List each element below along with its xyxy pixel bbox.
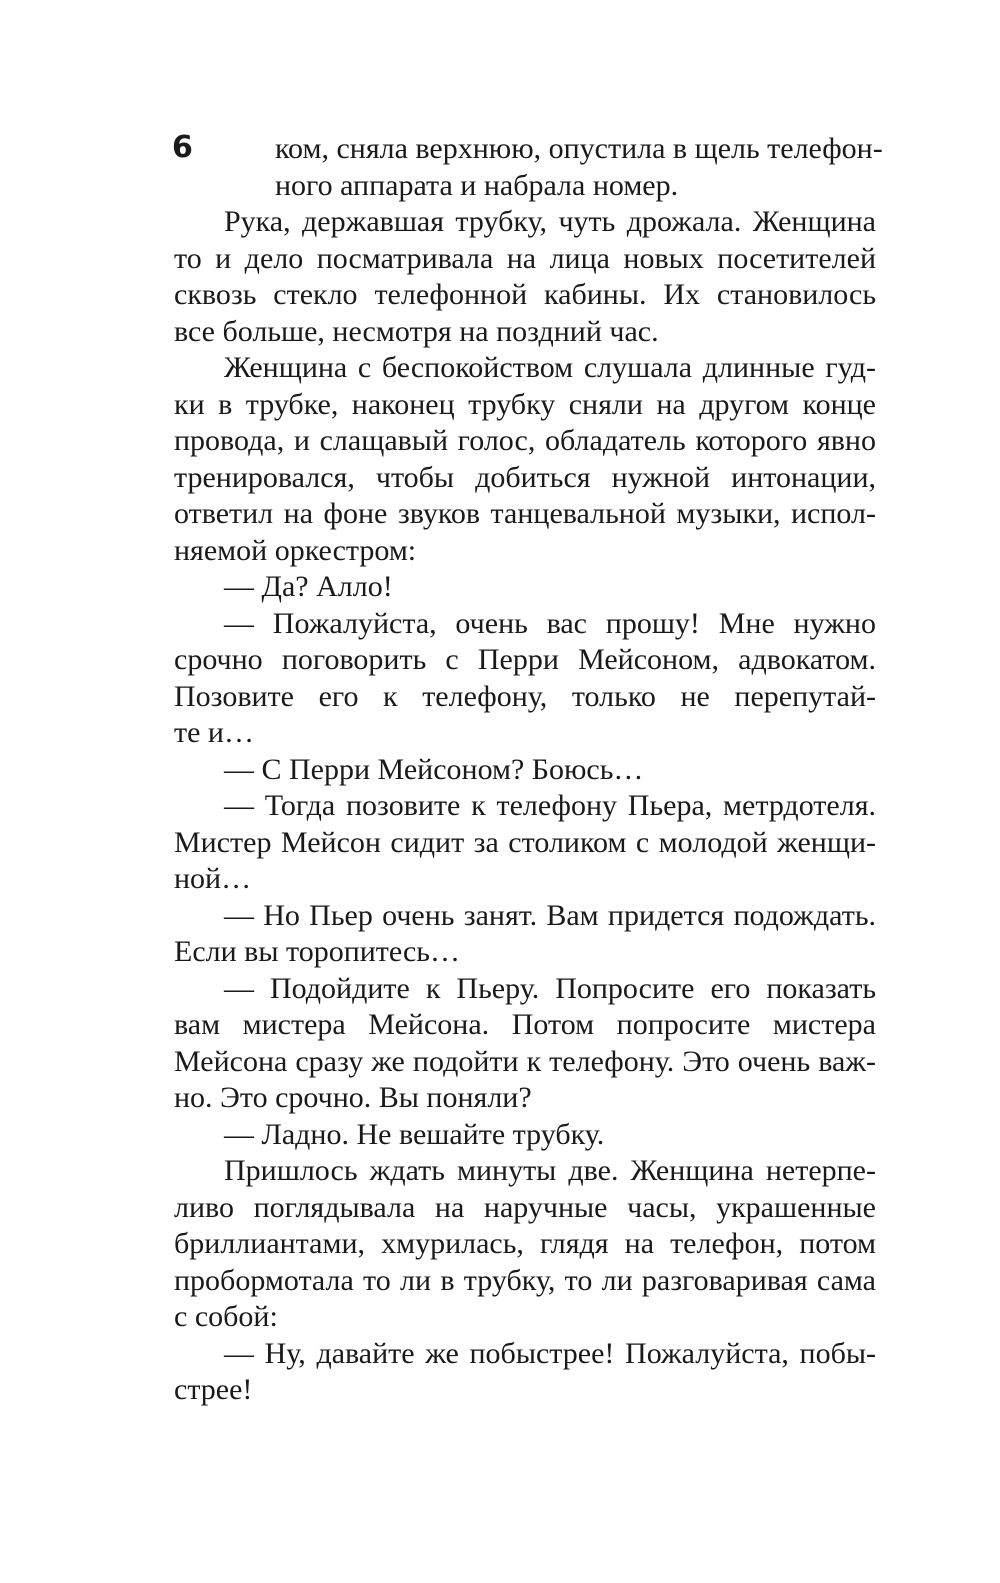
- text-line: — Подойдите к Пьеру. Попросите его показать: [224, 971, 876, 1005]
- text-line: — Тогда позовите к телефону Пьера, метрдотеля.: [224, 789, 876, 822]
- text-line: — Да? Алло!: [224, 570, 393, 603]
- paragraph: [174, 569, 876, 606]
- text-line: ки в трубке, наконец трубку сняли на другом конце: [174, 387, 876, 421]
- paragraph: [174, 1336, 876, 1409]
- paragraph: [174, 204, 876, 350]
- text-line: Мейсона сразу же подойти к телефону. Это очень важ-: [174, 1044, 876, 1078]
- text-line: тренировался, чтобы добиться нужной интонации,: [174, 460, 876, 494]
- text-line: Мистер Мейсон сидит за столиком с молодой женщи-: [174, 825, 876, 859]
- text-line: сквозь стекло телефонной кабины. Их становилось: [174, 278, 876, 311]
- text-line: пробормотала то ли в трубку, то ли разговаривая сама: [174, 1263, 876, 1297]
- text-line: ного аппарата и набрала номер.: [275, 168, 679, 202]
- text-line: стрее!: [174, 1373, 253, 1406]
- text-line: но. Это срочно. Вы поняли?: [174, 1081, 532, 1114]
- paragraph: [174, 788, 876, 898]
- text-line: няемой оркестром:: [174, 533, 417, 567]
- text-line: бриллиантами, хмурилась, глядя на телефон, потом: [174, 1227, 876, 1260]
- text-line: те и…: [174, 716, 254, 749]
- text-line: ответил на фоне звуков танцевальной музыки, испол-: [174, 497, 876, 530]
- text-line: все больше, несмотря на поздний час.: [174, 314, 659, 348]
- text-line: — Но Пьер очень занят. Вам придется подождать.: [224, 898, 876, 932]
- paragraph: [174, 606, 876, 752]
- paragraph: [174, 1117, 876, 1154]
- paragraph: [174, 350, 876, 569]
- text-line: Позовите его к телефону, только не перепутай-: [174, 679, 876, 713]
- text-line: — Пожалуйста, очень вас прошу! Мне нужно: [224, 606, 876, 640]
- text-line: — Ну, давайте же побыстрее! Пожалуйста, побы-: [224, 1336, 876, 1370]
- paragraph: [174, 752, 876, 789]
- text-line: — С Перри Мейсоном? Боюсь…: [224, 752, 644, 786]
- text-line: — Ладно. Не вешайте трубку.: [224, 1117, 605, 1151]
- text-line: ной…: [174, 862, 252, 895]
- text-line: Рука, державшая трубку, чуть дрожала. Женщина: [224, 205, 876, 238]
- text-line: вам мистера Мейсона. Потом попросите мистера: [174, 1008, 876, 1041]
- text-line: провода, и слащавый голос, обладатель которого явно: [174, 424, 876, 457]
- text-line: ливо поглядывала на наручные часы, украшенные: [174, 1190, 876, 1224]
- text-line: Пришлось ждать минуты две. Женщина нетерпе-: [224, 1154, 876, 1187]
- page-number: 6: [172, 130, 193, 165]
- text-line: Женщина с беспокойством слушала длинные гуд-: [224, 351, 876, 384]
- body-text: [174, 204, 876, 1409]
- paragraph: [174, 898, 876, 971]
- paragraph: [174, 1153, 876, 1336]
- paragraph: [174, 971, 876, 1117]
- text-line: то и дело посматривала на лица новых посетителей: [174, 241, 876, 275]
- text-line: с собой:: [174, 1300, 278, 1333]
- text-line: Если вы торопитесь…: [174, 935, 460, 968]
- text-line: ком, сняла верхнюю, опустила в щель телефон-: [275, 132, 883, 165]
- continued-paragraph: [275, 131, 883, 204]
- text-line: срочно поговорить с Перри Мейсоном, адвокатом.: [174, 643, 876, 676]
